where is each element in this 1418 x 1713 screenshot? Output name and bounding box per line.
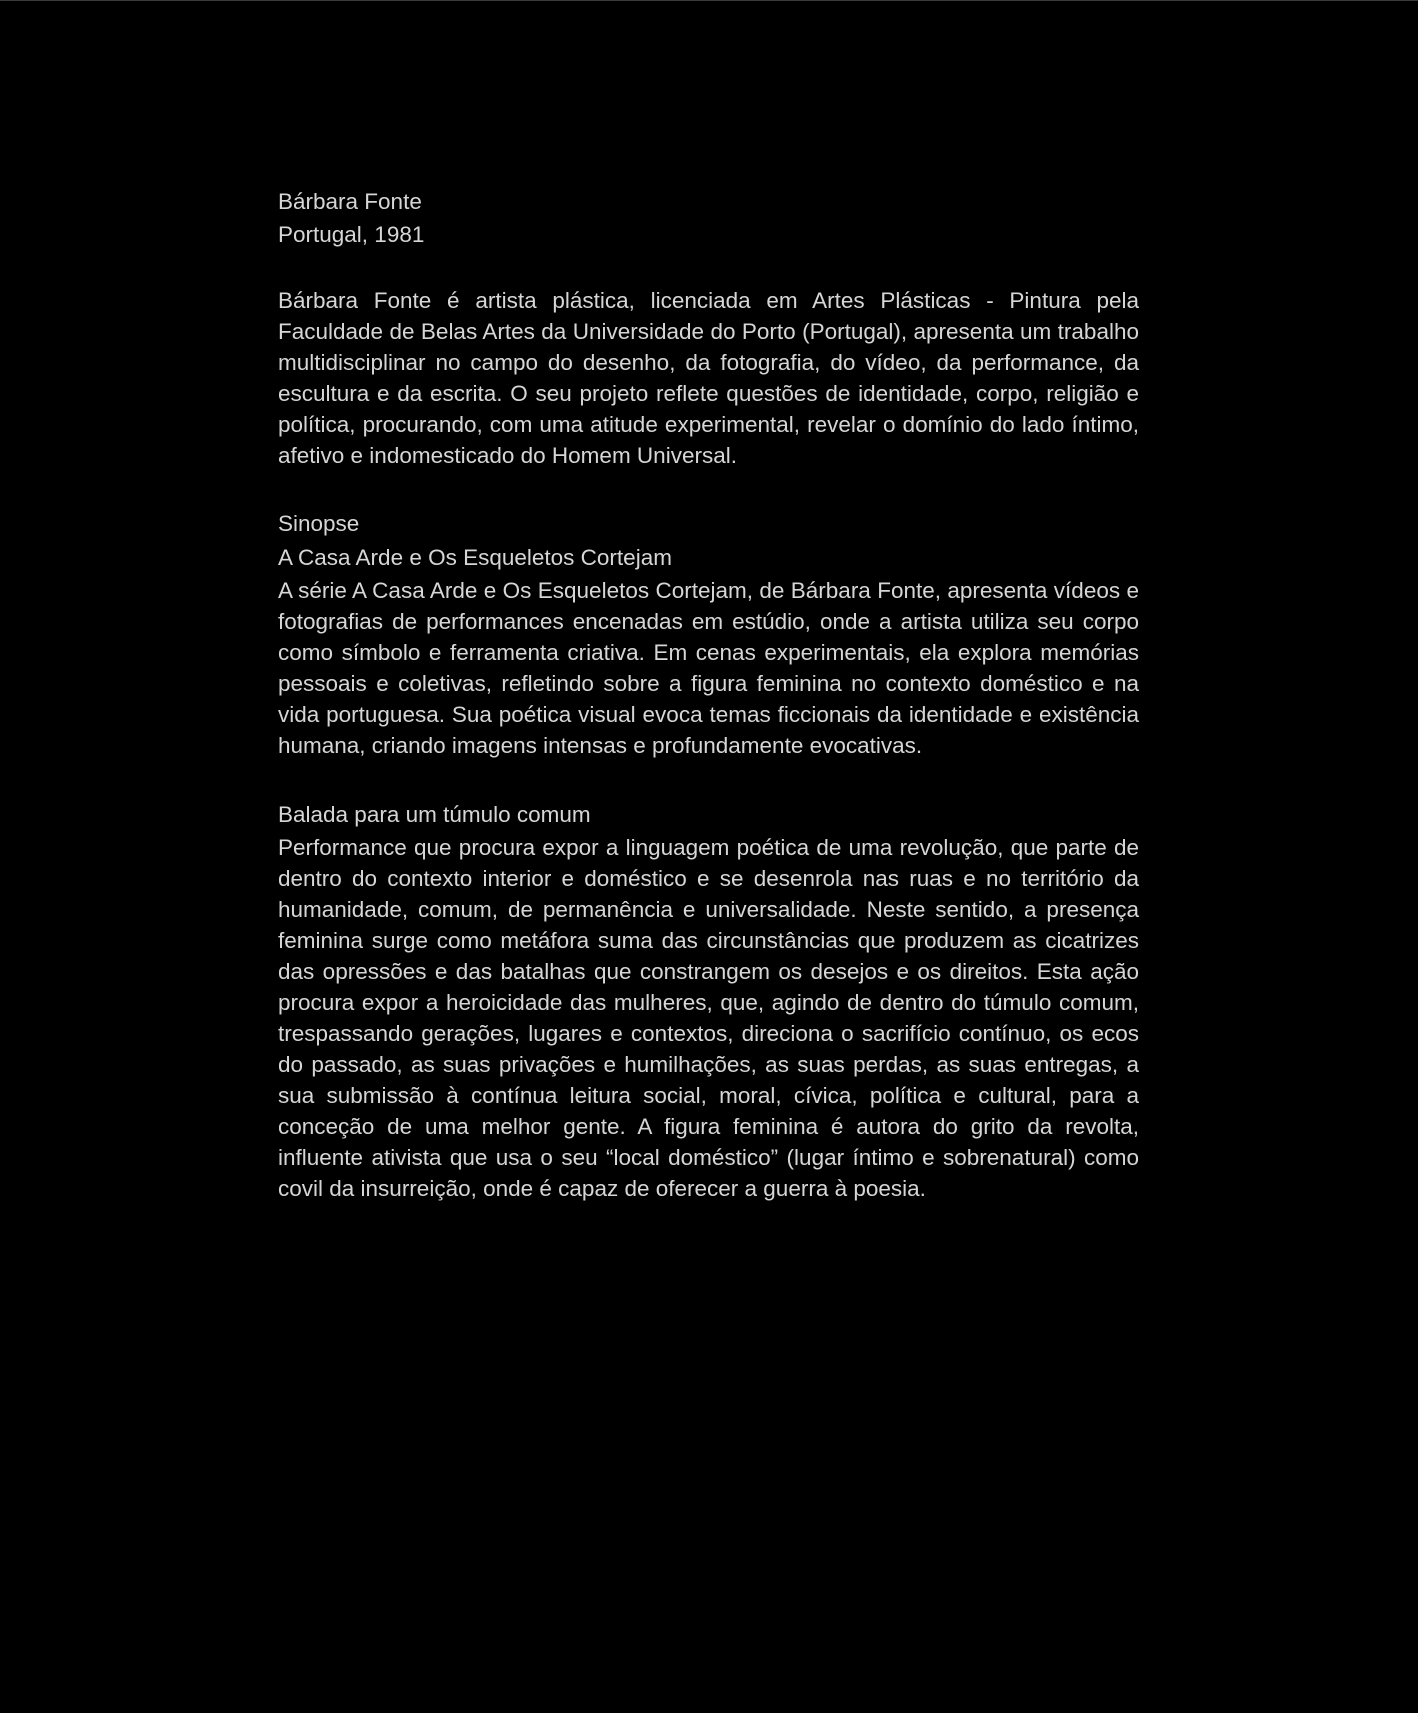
series-title: A Casa Arde e Os Esqueletos Cortejam <box>278 545 672 570</box>
spacer <box>278 761 1139 798</box>
artist-bio: Bárbara Fonte é artista plástica, licenciada em Artes Plásticas - Pintura pela Faculdade de Belas Artes da Universidade do Porto (Portugal), apresenta um trabalho multidisciplinar no campo do desenho, da fotografia, do vídeo, da performance, da escultura e da escrita. O seu projeto reflete questões de identidade, corpo, religião e política, procurando, com uma atitude experimental, revelar o domínio do lado íntimo, afetivo e indomesticado do Homem Universal. <box>278 288 1139 468</box>
performance-title: Balada para um túmulo comum <box>278 802 591 827</box>
artist-origin: Portugal, 1981 <box>278 222 425 247</box>
artist-name: Bárbara Fonte <box>278 189 422 214</box>
synopsis-label: Sinopse <box>278 511 360 536</box>
performance-text: Performance que procura expor a linguagem poética de uma revolução, que parte de dentro do contexto interior e doméstico e se desenrola nas ruas e no território da humanidade, comum, de permanência e universalidade. Neste sentido, a presença feminina surge como metáfora suma das circunstâncias que produzem as cicatrizes das opressões e das batalhas que constrangem os desejos e os direitos. Esta ação procura expor a heroicidade das mulheres, que, agindo de dentro do túmulo comum, trespassando gerações, lugares e contextos, direciona o sacrifício contínuo, os ecos do passado, as suas privações e humilhações, as suas perdas, as suas entregas, a sua submissão à contínua leitura social, moral, cívica, política e cultural, para a conceção de uma melhor gente. A figura feminina é autora do grito da revolta, influente ativista que usa o seu “local doméstico” (lugar íntimo e sobrenatural) como covil da insurreição, onde é capaz de oferecer a guerra à poesia. <box>278 835 1139 1201</box>
spacer <box>278 251 1139 285</box>
synopsis-text: A série A Casa Arde e Os Esqueletos Cortejam, de Bárbara Fonte, apresenta vídeos e fotografias de performances encenadas em estúdio, onde a artista utiliza seu corpo como símbolo e ferramenta criativa. Em cenas experimentais, ela explora memórias pessoais e coletivas, refletindo sobre a figura feminina no contexto doméstico e na vida portuguesa. Sua poética visual evoca temas ficcionais da identidade e existência humana, criando imagens intensas e profundamente evocativas. <box>278 578 1139 758</box>
text-column <box>278 185 1139 1204</box>
spacer <box>278 471 1139 507</box>
